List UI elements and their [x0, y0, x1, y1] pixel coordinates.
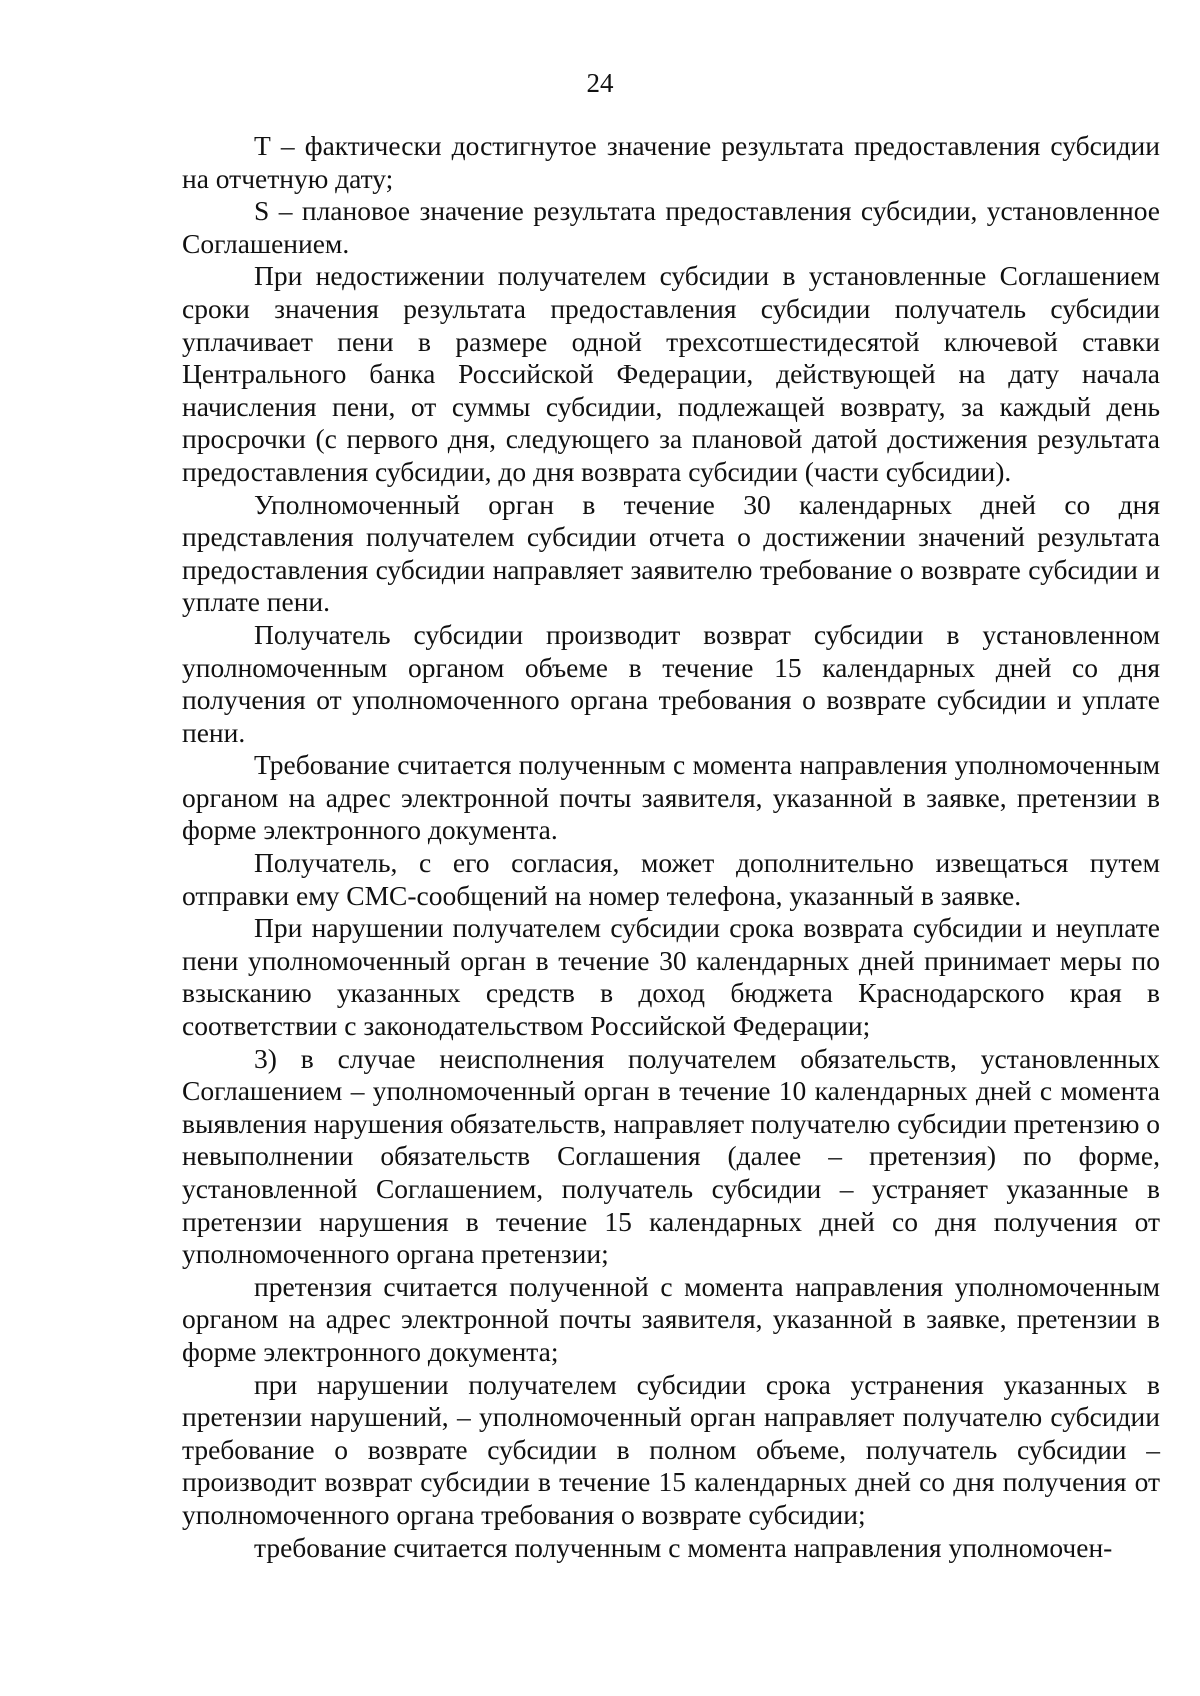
paragraph-claim-received: претензия считается полученной с момента направления уполномоченным органом на адрес электронной почты заявителя, указанной в заявке, претензии в форме электронного документа;: [182, 1270, 1160, 1367]
paragraph-recovery: При нарушении получателем субсидии срока возврата субсидии и неуплате пени уполномоченный орган в течение 30 календарных дней принимает меры по взысканию указанных средств в доход бюджета Краснодарского края в соответствии с законодательством Российской Федерации;: [182, 912, 1160, 1042]
paragraph-sms-notice: Получатель, с его согласия, может дополнительно извещаться путем отправки ему СМС-сообщений на номер телефона, указанный в заявке.: [182, 847, 1160, 911]
document-body: [182, 130, 1160, 1564]
paragraph-s-definition: S – плановое значение результата предоставления субсидии, установленное Соглашением.: [182, 195, 1160, 259]
paragraph-t-definition: Т – фактически достигнутое значение результата предоставления субсидии на отчетную дату;: [182, 130, 1160, 194]
paragraph-authority-demand: Уполномоченный орган в течение 30 календарных дней со дня представления получателем субсидии отчета о достижении значений результата предоставления субсидии направляет заявителю требование о возврате субсидии и уплате пени.: [182, 488, 1160, 618]
paragraph-item-3: 3) в случае неисполнения получателем обязательств, установленных Соглашением – уполномоченный орган в течение 10 календарных дней с момента выявления нарушения обязательств, направляет получателю субсидии претензию о невыполнении обязательств Соглашения (далее – претензия) по форме, установленной Соглашением, получатель субсидии – устраняет указанные в претензии нарушения в течение 15 календарных дней со дня получения от уполномоченного органа претензии;: [182, 1042, 1160, 1270]
paragraph-continued: требование считается полученным с момента направления уполномочен-: [254, 1531, 1113, 1563]
paragraph-full-refund: при нарушении получателем субсидии срока устранения указанных в претензии нарушений, – уполномоченный орган направляет получателю субсидии требование о возврате субсидии в полном объеме, получатель субсидии – производит возврат субсидии в течение 15 календарных дней со дня получения от уполномоченного органа требования о возврате субсидии;: [182, 1368, 1160, 1530]
paragraph-penalty: При недостижении получателем субсидии в установленные Соглашением сроки значения результата предоставления субсидии получатель субсидии уплачивает пени в размере одной трехсотшестидесятой ключевой ставки Центрального банка Российской Федерации, действующей на дату начала начисления пени, от суммы субсидии, подлежащей возврату, за каждый день просрочки (с первого дня, следующего за плановой датой достижения результата предоставления субсидии, до дня возврата субсидии (части субсидии).: [182, 260, 1160, 487]
paragraph-demand-received: Требование считается полученным с момента направления уполномоченным органом на адрес электронной почты заявителя, указанной в заявке, претензии в форме электронного документа.: [182, 749, 1160, 846]
page-number: 24: [586, 68, 614, 98]
paragraph-refund: Получатель субсидии производит возврат субсидии в установленном уполномоченным органом объеме в течение 15 календарных дней со дня получения от уполномоченного органа требования о возврате субсидии и уплате пени.: [182, 618, 1160, 748]
